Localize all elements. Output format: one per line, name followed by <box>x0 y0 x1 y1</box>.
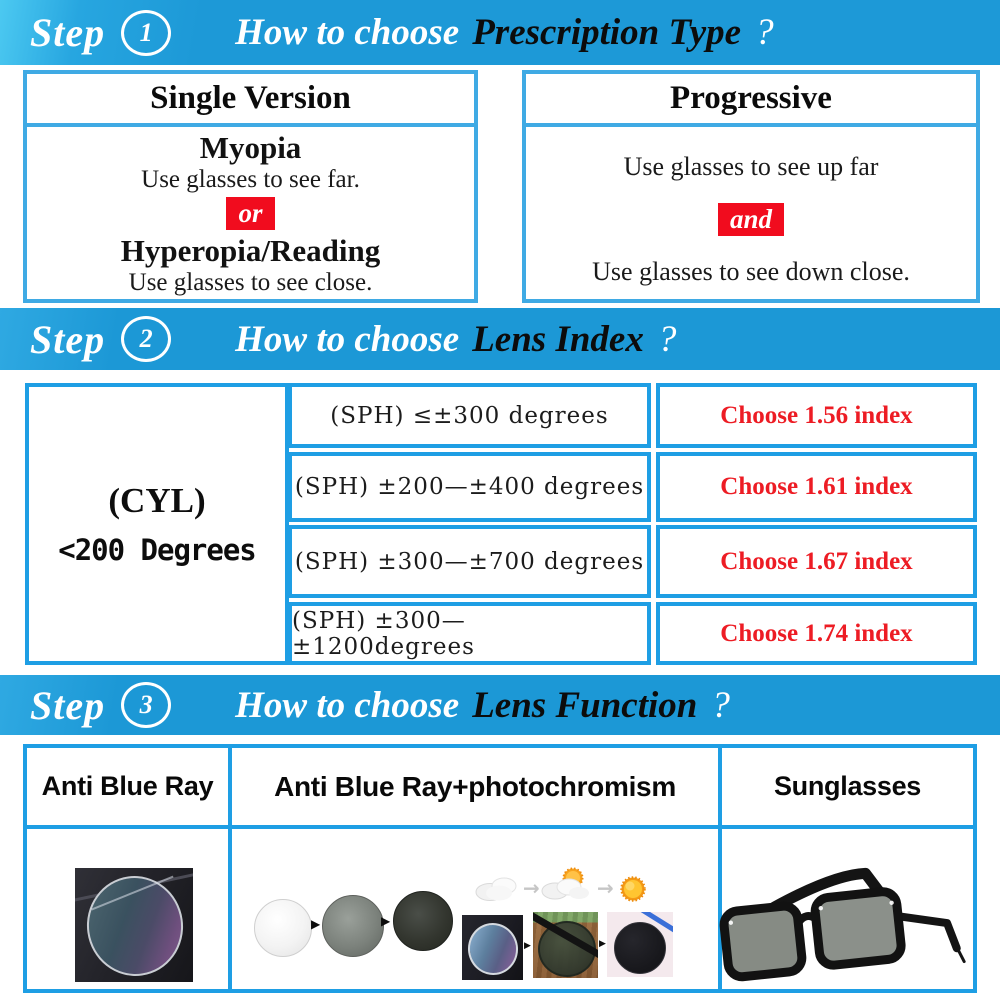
single-vision-body <box>27 127 474 299</box>
arrow-right-icon: ▶ <box>381 914 391 928</box>
step3-header-band <box>0 675 1000 735</box>
choose-index-row-1: Choose 1.56 index <box>656 383 977 448</box>
lens-function-grid <box>23 744 977 993</box>
step1-number-badge: 1 <box>121 10 171 56</box>
clear-lens-icon <box>254 899 312 957</box>
gray-lens-icon <box>322 895 384 957</box>
dark-lens-icon <box>393 891 453 951</box>
cyl-cell <box>25 383 289 665</box>
progressive-header: Progressive <box>526 74 976 127</box>
blue-ray-lens-photo <box>75 868 193 982</box>
hyperopia-title: Hyperopia/Reading <box>120 232 381 268</box>
choose-index-row-4: Choose 1.74 index <box>656 602 977 665</box>
step3-label: Step <box>30 682 106 728</box>
sunglasses-photo <box>717 864 969 984</box>
or-badge: or <box>226 197 274 230</box>
column-label-sunglasses: Sunglasses <box>773 771 922 801</box>
cyl-subtitle: <200 Degrees <box>58 533 256 567</box>
step2-label: Step <box>30 316 106 362</box>
step2-title-emphasis: Lens Index <box>472 318 644 360</box>
step1-question-mark: ? <box>755 12 774 53</box>
sph-range-row-3: (SPH) ±300—±700 degrees <box>288 525 651 598</box>
progressive-body <box>526 127 976 311</box>
step3-title <box>235 684 730 727</box>
column-label-photochromism: Anti Blue Ray+photochromism <box>274 770 676 802</box>
sun-icon <box>616 872 650 906</box>
step3-title-emphasis: Lens Function <box>472 684 698 726</box>
step3-number-badge: 3 <box>121 682 171 728</box>
photochromic-clear-photo <box>462 915 523 980</box>
step2-title <box>235 318 676 361</box>
step1-title-lead: How to choose <box>235 12 460 53</box>
progressive-box <box>522 70 980 303</box>
myopia-description: Use glasses to see far. <box>141 165 360 193</box>
arrow-right-icon: → <box>523 876 540 900</box>
single-vision-box <box>23 70 478 303</box>
step1-header-band <box>0 0 1000 65</box>
step1-title <box>235 11 773 54</box>
dark-state-lens-icon <box>614 922 666 974</box>
arrow-right-icon: ▶ <box>599 939 606 949</box>
column-label-anti-blue-ray: Anti Blue Ray <box>41 771 214 801</box>
step2-title-lead: How to choose <box>235 318 460 360</box>
arrow-right-icon: ▶ <box>524 941 531 951</box>
step1-title-emphasis: Prescription Type <box>472 12 742 53</box>
arrow-right-icon: → <box>597 876 614 900</box>
photochromic-darkening-photo <box>533 912 598 978</box>
single-vision-header: Single Version <box>27 74 474 127</box>
step2-question-mark: ? <box>657 318 677 360</box>
progressive-close-description: Use glasses to see down close. <box>592 257 910 287</box>
photochromic-dark-photo <box>607 912 673 977</box>
step3-title-lead: How to choose <box>235 684 460 726</box>
choose-index-row-2: Choose 1.61 index <box>656 452 977 522</box>
choose-index-row-3: Choose 1.67 index <box>656 525 977 598</box>
step1-label: Step <box>30 10 106 55</box>
step2-header-band <box>0 308 1000 370</box>
grid-divider-horizontal <box>27 825 973 829</box>
blue-ray-lens-icon <box>81 870 190 982</box>
step3-question-mark: ? <box>711 684 730 726</box>
and-badge: and <box>718 203 784 236</box>
myopia-title: Myopia <box>199 129 302 165</box>
sph-range-row-4: (SPH) ±300—±1200degrees <box>288 602 651 665</box>
sph-range-row-1: (SPH) ≤±300 degrees <box>288 383 651 448</box>
arrow-right-icon: ▶ <box>311 917 321 931</box>
cyl-title: (CYL) <box>108 481 206 520</box>
clear-state-lens-icon <box>465 920 522 978</box>
hyperopia-description: Use glasses to see close. <box>128 268 373 296</box>
cloud-sun-icon <box>540 866 592 902</box>
step2-number-badge: 2 <box>121 316 171 362</box>
progressive-far-description: Use glasses to see up far <box>623 151 879 181</box>
sph-range-row-2: (SPH) ±200—±400 degrees <box>288 452 651 522</box>
cloud-icon <box>474 874 520 902</box>
